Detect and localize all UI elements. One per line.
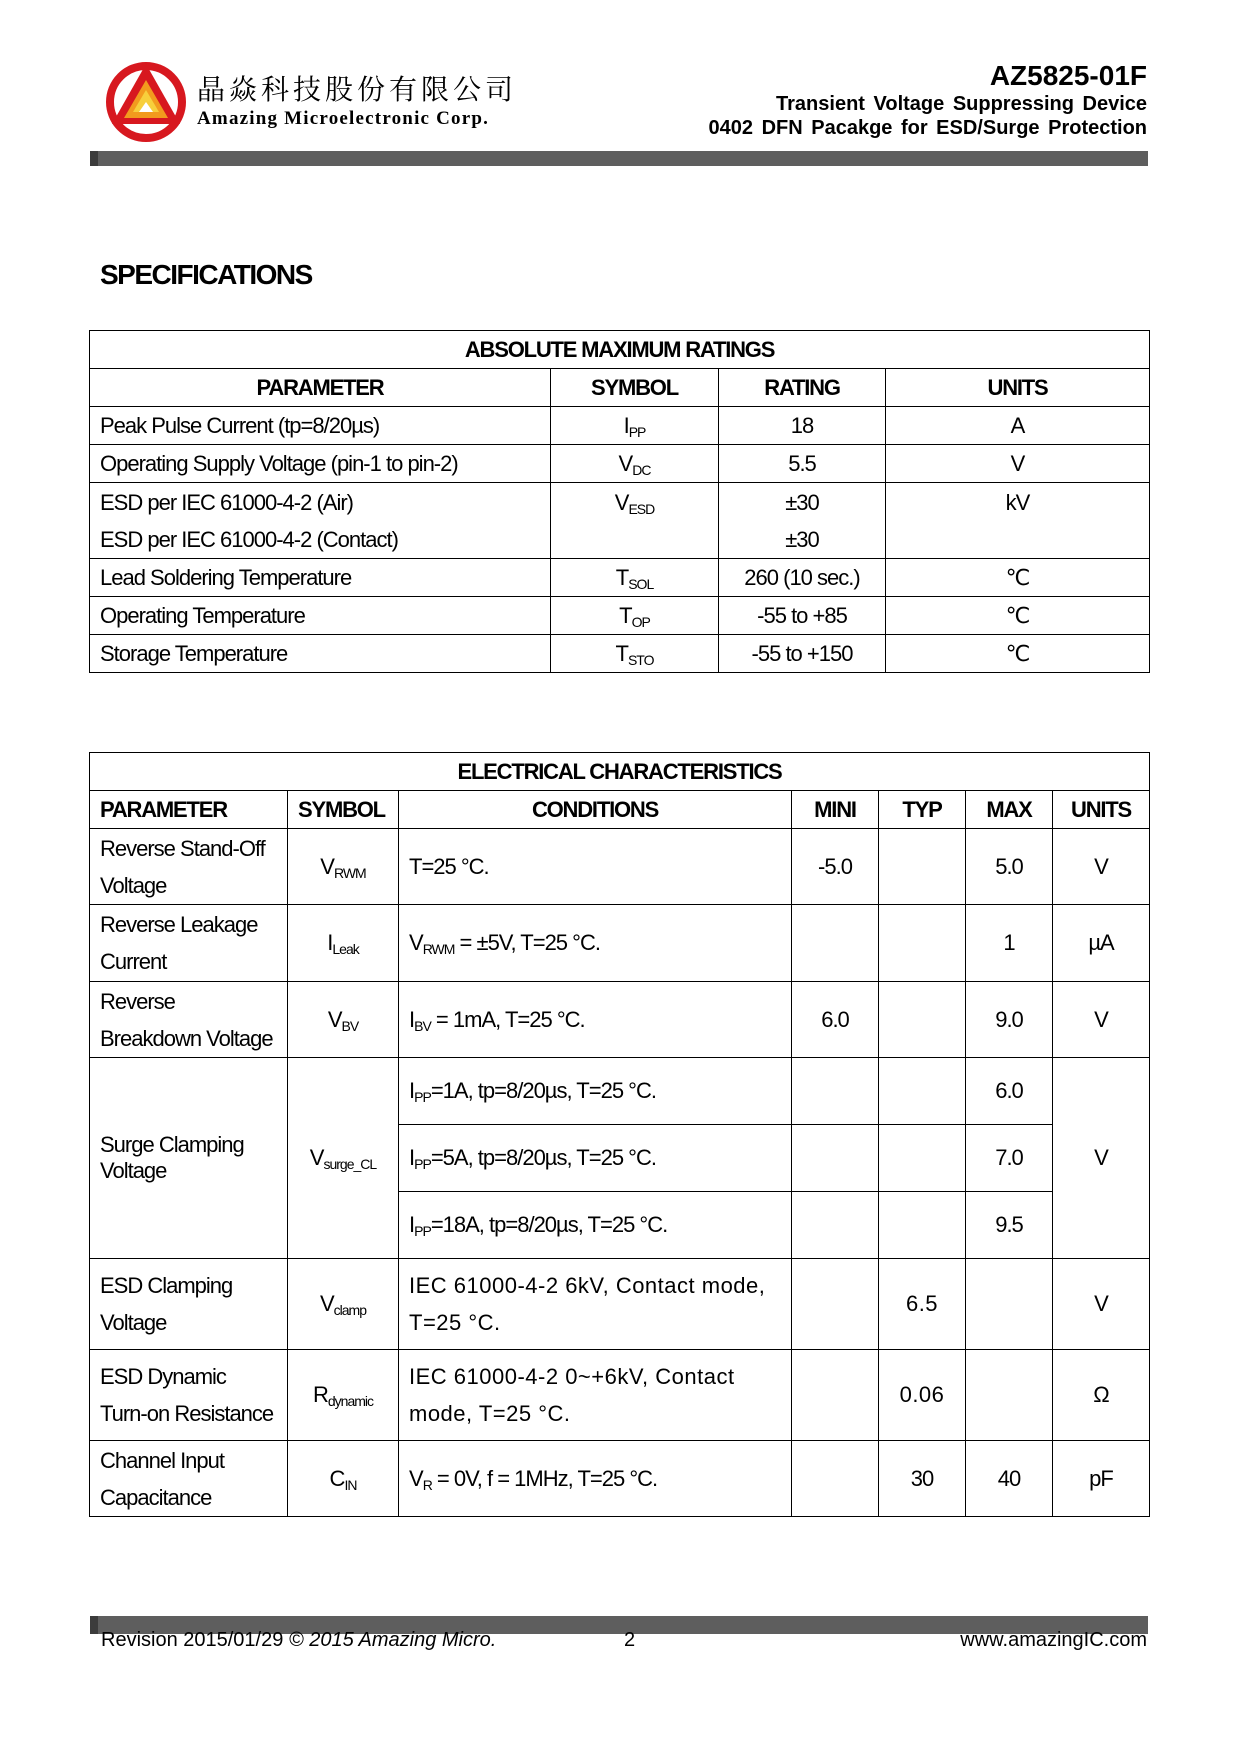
symbol-cell: $I_{PP}$	[551, 407, 719, 445]
parameter-cell	[90, 1259, 288, 1350]
rating-cell: 5.5	[719, 445, 886, 483]
parameter-cell	[90, 1350, 288, 1441]
column-header: MINI	[792, 791, 879, 829]
parameter-line: Capacitance	[100, 1484, 212, 1510]
units-cell: µA	[1053, 905, 1150, 982]
table-caption-row	[90, 331, 1150, 369]
typ-cell	[879, 982, 966, 1058]
package-subtitle: 0402 DFN Pacakge for ESD/Surge Protection	[708, 117, 1147, 139]
symbol-cell: $R_{dynamic}$	[288, 1350, 399, 1441]
column-header: CONDITIONS	[399, 791, 792, 829]
parameter-cell: Operating Supply Voltage (pin-1 to pin-2)	[90, 445, 551, 483]
units-cell: ℃	[886, 597, 1150, 635]
parameter-cell: Lead Soldering Temperature	[90, 559, 551, 597]
parameter-line: Breakdown Voltage	[100, 1025, 273, 1051]
table-row	[90, 559, 1150, 597]
parameter-line: Voltage	[100, 1310, 167, 1335]
rating-cell	[719, 483, 886, 559]
units-cell: A	[886, 407, 1150, 445]
max-cell: 6.0	[966, 1058, 1053, 1125]
min-cell	[792, 1350, 879, 1441]
symbol-cell: $V_{DC}$	[551, 445, 719, 483]
revision-date: Revision 2015/01/29	[101, 1629, 284, 1651]
copyright-notice: © 2015 Amazing Micro.	[288, 1629, 497, 1651]
min-cell: 6.0	[792, 982, 879, 1058]
rating-cell: 18	[719, 407, 886, 445]
table-row	[90, 597, 1150, 635]
table-caption: ELECTRICAL CHARACTERISTICS	[90, 753, 1150, 791]
parameter-line: Current	[100, 949, 167, 974]
footer-revision	[101, 1629, 496, 1652]
units-cell: Ω	[1053, 1350, 1150, 1441]
symbol-cell: $V_{clamp}$	[288, 1259, 399, 1350]
typ-cell	[879, 1058, 966, 1125]
units-cell: ℃	[886, 635, 1150, 673]
table-row	[90, 982, 1150, 1058]
table-caption: ABSOLUTE MAXIMUM RATINGS	[90, 331, 1150, 369]
units-cell: V	[1053, 1259, 1150, 1350]
column-header: SYMBOL	[288, 791, 399, 829]
units-cell: ℃	[886, 559, 1150, 597]
parameter-cell	[90, 1058, 288, 1259]
table-row	[90, 1259, 1150, 1350]
company-logo	[106, 62, 186, 142]
typ-cell	[879, 1192, 966, 1259]
table-row	[90, 829, 1150, 905]
conditions-line: IEC 61000-4-2 0~+6kV, Contact	[409, 1364, 735, 1389]
typ-cell	[879, 829, 966, 905]
symbol-cell: $T_{OP}$	[551, 597, 719, 635]
page-number: 2	[624, 1629, 636, 1651]
parameter-line: Reverse Leakage	[100, 912, 258, 937]
max-cell	[966, 1350, 1053, 1441]
column-header: SYMBOL	[551, 369, 719, 407]
column-header: TYP	[879, 791, 966, 829]
triangle-logo-icon	[106, 62, 186, 142]
website-link[interactable]: www.amazingIC.com	[960, 1629, 1147, 1651]
column-header: UNITS	[1053, 791, 1150, 829]
column-header: UNITS	[886, 369, 1150, 407]
symbol-cell: $I_{Leak}$	[288, 905, 399, 982]
conditions-cell: T=25 °C.	[399, 829, 792, 905]
min-cell: -5.0	[792, 829, 879, 905]
symbol-cell: $V_{RWM}$	[288, 829, 399, 905]
rating-cell: -55 to +85	[719, 597, 886, 635]
units-cell: V	[886, 445, 1150, 483]
column-header: MAX	[966, 791, 1053, 829]
min-cell	[792, 1125, 879, 1192]
table-row	[90, 445, 1150, 483]
column-header: PARAMETER	[90, 791, 288, 829]
conditions-cell: $I_{BV} = 1mA$, T=25 °C.	[399, 982, 792, 1058]
parameter-line: Surge Clamping	[100, 1132, 244, 1157]
max-cell: 5.0	[966, 829, 1053, 905]
min-cell	[792, 1192, 879, 1259]
max-cell	[966, 1259, 1053, 1350]
max-cell: 9.5	[966, 1192, 1053, 1259]
parameter-line: ESD Clamping	[100, 1273, 233, 1298]
units-cell: V	[1053, 982, 1150, 1058]
device-subtitle: Transient Voltage Suppressing Device	[776, 93, 1147, 115]
conditions-cell	[399, 1350, 792, 1441]
conditions-cell: $I_{PP}=18A$, tp=8/20µs, T=25 °C.	[399, 1192, 792, 1259]
parameter-line: Turn-on Resistance	[100, 1401, 274, 1426]
conditions-cell: $V_R = 0V$, f = 1MHz, T=25 °C.	[399, 1441, 792, 1517]
min-cell	[792, 1441, 879, 1517]
conditions-cell: $V_{RWM} = \pm 5V$, T=25 °C.	[399, 905, 792, 982]
conditions-line: T=25 °C.	[409, 1310, 501, 1335]
table-caption-row	[90, 753, 1150, 791]
typ-cell: 6.5	[879, 1259, 966, 1350]
min-cell	[792, 1259, 879, 1350]
units-cell: kV	[886, 483, 1150, 559]
rating-line: ±30	[785, 489, 819, 515]
symbol-cell: $T_{SOL}$	[551, 559, 719, 597]
rating-line: ±30	[785, 526, 819, 552]
min-cell	[792, 1058, 879, 1125]
header-divider	[90, 151, 1148, 166]
conditions-line: IEC 61000-4-2 6kV, Contact mode,	[409, 1273, 766, 1298]
typ-cell	[879, 905, 966, 982]
table-row	[90, 407, 1150, 445]
units-cell: pF	[1053, 1441, 1150, 1517]
conditions-cell: $I_{PP}=5A$, tp=8/20µs, T=25 °C.	[399, 1125, 792, 1192]
table-row	[90, 1441, 1150, 1517]
min-cell	[792, 905, 879, 982]
parameter-cell	[90, 483, 551, 559]
parameter-line: ESD per IEC 61000-4-2 (Contact)	[100, 526, 398, 552]
symbol-cell: $T_{STO}$	[551, 635, 719, 673]
table-row	[90, 1058, 1150, 1125]
symbol-cell: $C_{IN}$	[288, 1441, 399, 1517]
parameter-line: Voltage	[100, 872, 167, 898]
table-row	[90, 905, 1150, 982]
parameter-cell: Peak Pulse Current (tp=8/20µs)	[90, 407, 551, 445]
typ-cell: 30	[879, 1441, 966, 1517]
typ-cell	[879, 1125, 966, 1192]
max-cell: 40	[966, 1441, 1053, 1517]
parameter-cell: Storage Temperature	[90, 635, 551, 673]
column-header: PARAMETER	[90, 369, 551, 407]
table-header-row	[90, 791, 1150, 829]
conditions-line: mode, T=25 °C.	[409, 1401, 571, 1426]
table-header-row	[90, 369, 1150, 407]
conditions-cell	[399, 1259, 792, 1350]
symbol-cell: $V_{surge\_CL}$	[288, 1058, 399, 1259]
units-cell: V	[1053, 1058, 1150, 1259]
electrical-characteristics-table	[89, 752, 1150, 1517]
parameter-line: Reverse Stand-Off	[100, 835, 265, 861]
conditions-cell: $I_{PP}=1A$, tp=8/20µs, T=25 °C.	[399, 1058, 792, 1125]
max-cell: 7.0	[966, 1125, 1053, 1192]
parameter-cell	[90, 829, 288, 905]
company-name-english: Amazing Microelectronic Corp.	[197, 108, 490, 129]
parameter-cell	[90, 982, 288, 1058]
parameter-line: Channel Input	[100, 1447, 224, 1473]
absolute-maximum-ratings-table	[89, 330, 1150, 673]
column-header: RATING	[719, 369, 886, 407]
parameter-cell	[90, 1441, 288, 1517]
parameter-line: ESD Dynamic	[100, 1364, 226, 1389]
rating-cell: -55 to +150	[719, 635, 886, 673]
parameter-cell: Operating Temperature	[90, 597, 551, 635]
units-cell: V	[1053, 829, 1150, 905]
table-row	[90, 483, 1150, 559]
symbol-cell: $V_{ESD}$	[551, 483, 719, 559]
typ-cell: 0.06	[879, 1350, 966, 1441]
parameter-line: ESD per IEC 61000-4-2 (Air)	[100, 489, 353, 515]
parameter-cell	[90, 905, 288, 982]
max-cell: 1	[966, 905, 1053, 982]
max-cell: 9.0	[966, 982, 1053, 1058]
section-title: SPECIFICATIONS	[100, 259, 312, 290]
table-row	[90, 1350, 1150, 1441]
symbol-cell: $V_{BV}$	[288, 982, 399, 1058]
table-row	[90, 635, 1150, 673]
part-number: AZ5825-01F	[989, 60, 1147, 91]
parameter-line: Voltage	[100, 1158, 167, 1183]
company-name-chinese: 晶焱科技股份有限公司	[197, 73, 518, 106]
parameter-line: Reverse	[100, 988, 175, 1014]
rating-cell: 260 (10 sec.)	[719, 559, 886, 597]
